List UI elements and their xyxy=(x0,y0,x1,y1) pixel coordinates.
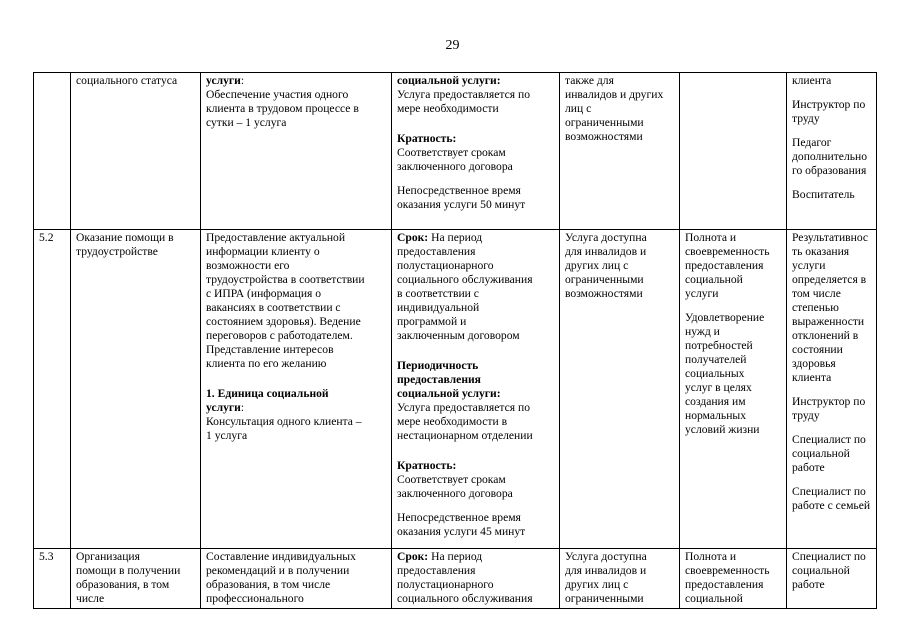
table-row xyxy=(34,549,877,609)
cell-indicators: Полнота и своевременность предоставления социальной услуги Удовлетворение нужд и потребностей получателей социальных услуг в целях создания им нормальных условий жизни xyxy=(680,230,787,549)
cell-conditions: Услуга доступна для инвалидов и других лиц с ограниченными возможностями xyxy=(560,230,680,549)
cell-indicators xyxy=(680,73,787,230)
cell-service-terms: социальной услуги: Услуга предоставляется по мере необходимости Кратность: Соответствует срокам заключенного договора Непосредственное время оказания услуги 50 минут xyxy=(392,73,560,230)
cell-service-name: Оказание помощи в трудоустройстве xyxy=(71,230,201,549)
cell-service-name: социального статуса xyxy=(71,73,201,230)
cell-service-content: Составление индивидуальных рекомендаций и в получении образования, в том числе профессионального xyxy=(201,549,392,609)
page-number: 29 xyxy=(445,38,460,53)
cell-service-content: Предоставление актуальной информации клиенту о возможности его трудоустройства в соответствии с ИПРА (информация о вакансиях в соответствии с состоянием здоровья). Ведение переговоров с работодателем. Представление интересов клиента по его желанию 1. Единица социальной услуги: Консультация одного клиента – 1 услуга xyxy=(201,230,392,549)
cell-number xyxy=(34,73,71,230)
cell-number: 5.2 xyxy=(34,230,71,549)
cell-number: 5.3 xyxy=(34,549,71,609)
cell-service-terms: Срок: На период предоставления полустационарного социального обслуживания в соответствии с индивидуальной программой и заключенным договором Периодичность предоставления социальной услуги: Услуга предоставляется по мере необходимости в нестационарном отделении Кратность: Соответствует срокам заключенного договора Непосредственное время оказания услуги 45 минут xyxy=(392,230,560,549)
table-row xyxy=(34,230,877,549)
services-table xyxy=(33,72,877,609)
cell-service-content: услуги: Обеспечение участия одного клиента в трудовом процессе в сутки – 1 услуга xyxy=(201,73,392,230)
cell-conditions: Услуга доступна для инвалидов и других лиц с ограниченными xyxy=(560,549,680,609)
cell-evaluation: Специалист по социальной работе xyxy=(787,549,877,609)
cell-service-name: Организация помощи в получении образования, в том числе xyxy=(71,549,201,609)
cell-conditions: также для инвалидов и других лиц с ограниченными возможностями xyxy=(560,73,680,230)
cell-service-terms: Срок: На период предоставления полустационарного социального обслуживания xyxy=(392,549,560,609)
cell-evaluation: Результативнос ть оказания услуги определяется в том числе степенью выраженности отклонений в состоянии здоровья клиента Инструктор по труду Специалист по социальной работе Специалист по работе с семьей xyxy=(787,230,877,549)
cell-evaluation: клиента Инструктор по труду Педагог дополнительно го образования Воспитатель xyxy=(787,73,877,230)
cell-indicators: Полнота и своевременность предоставления социальной xyxy=(680,549,787,609)
table-row xyxy=(34,73,877,230)
